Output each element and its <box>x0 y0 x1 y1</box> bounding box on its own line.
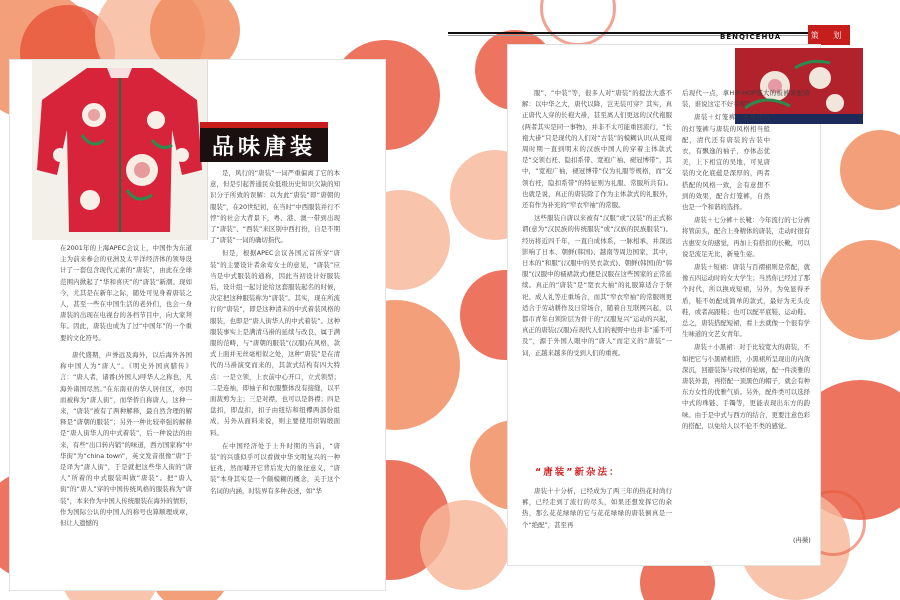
paragraph: 后现代一点，拿HIP-HOP那大的板裤来配唐装，谁说这定不好看呢？ <box>682 89 810 109</box>
right-column-2 <box>682 88 810 434</box>
left-column-2 <box>210 168 340 499</box>
paragraph: 在中国经济处于上升时期的当前，“唐装”的兴盛似乎可以看做中华文明复兴的一种征兆，然而噱开它背后发大的象征意义，“唐装”本身其实是一个颇模糊的概念，关于这个名词的内涵，时装界有多种表述，如“华 <box>210 441 340 495</box>
decor-circle <box>840 130 900 210</box>
paragraph: 这些服装自唐以来被有“汉服”或“汉装”的正式称谓(意为“汉民族的传统服装”或“汉族的民族服装”)。经历将近四千年，一直自成体系，一脉相承，并深远影响了日本、朝鲜(韩国)、越南等周边国家，其中，日本的“和服”(汉服中的吴衣款式)、朝鲜(韩国)的“韩服”(汉服中的襦裙款式)便是汉服在这些国家的正常延续。真正的“唐装”是“宽衣大袖”的礼服算适合于祭祀、成人礼等庄重场合，而其“窄衣窄袖”的常服则更适合于劳动耕作及日常场合，随着自互联网兴起，以都市青年白领阶层为骨干的“汉服复兴”运动的兴起，真正的唐装(汉服)在现代人们的视野中也并非“遥不可及”，源于外国人眼中的“唐人”而定义的“唐装”一词，正越来越多的受到人们的重视。 <box>522 214 672 357</box>
decor-ring <box>540 0 616 46</box>
paragraph: 唐装＋短裙：唐装与百褶裙则是常配，就像五四运动时的女大学生；当然你已经过了那个时代，所以换成短裙，另外，为免显得矛盾，鞋不妨配成简单的款式，最好为无头皮鞋，或者高跟鞋；也可以配平底鞋、运动鞋。总之，唐装搭配短裙，看上去就像一个很有学生味道的文艺女青年。 <box>682 263 810 339</box>
left-caption <box>60 243 192 346</box>
section-label: BENQICEHUA <box>720 33 782 41</box>
subheading: “唐装”新杂法： <box>535 467 621 478</box>
paragraph: 服”、“中装”等，很多人对“唐装”的提法大惑不解：以中华之大，唐代以降，岂无装可穿？其实，真正唐代人穿的长袍大褂，甚至离人们更远的汉代袍服(两者其实是同一事物)，并非不太可能重回流行，“长袍大褂”只是现代的人们对“古装”的模糊认识(从夏商周时期一直到明末的汉族中国人的穿着主体款式是“交领右衽、隐扣系带、宽袍广袖、褪冠博带”，其中，“宽袍广袖，褪冠博带”仅为礼服等规格，而“交领右衽，隐扣系带”的特征则为礼服、常服所共有)。也就是说，真正的唐装除了作为主体款式的礼服外，还有作为补充的“窄衣窄袖”的常服。 <box>522 89 672 210</box>
tang-jacket-photo <box>32 60 208 240</box>
decor-circle <box>820 240 900 340</box>
paragraph: 唐代盛期，声誉远及海外，以后海外各国称中国人为“唐人”。《明史外国真腊传》言：“唐人者，诸番(外国人)呼华人之称也，凡海外诸国尽然。”在东南亚的华人居住区，亦因而被称为“唐人街”，而华侨自称唐人，这种一来，“唐装”被有了两种解释，最自然含理的解释是“唐朝的服装”；另外一种比较牵强的解释是“唐人街华人的中式着装”，后一种说法的由来，有些“出口转内销”的味道，西方国家称“中华街”为“china town”，英文发音很像“唐”于是译为“唐人街”，于是就把这些华人街的“唐人”所着的中式服装叫做“唐装”。把“唐人街”的“唐人”穿的中国传统风格的服装称为“唐装”，本来作为中国人传统服装在海外的情形，作为国际公认的中国人的称号也算顺理成章，但让人遗憾的 <box>60 351 192 528</box>
caption-text: 在2001年的上海APEC会议上，中国作为东道主为前来参会的亚洲及太平洋经济体的领导设计了一套包含现代元素的“唐装”，由此在全球范围内掀起了“华和喜庆”的“唐装”新潮。现如今，尤其是在新年之际，随处可见身着唐装之人，甚至一些在中国生活的老外们，也会一身唐装的出现在电视台的各档节目中，向大家拜年。因此，唐装也成为了过“中国年”的一个重要的文化符号。 <box>60 244 192 342</box>
section-tag: 策 划 <box>808 25 850 45</box>
paragraph: 唐装＋七分裤＋长靴：今年流行的七分裤将管前头，配合上身精体的唐装，走动时很有古惠安女的感觉，再加上有搭扣的长靴，可以说是流足无比，新曼生姿。 <box>682 216 810 258</box>
decor-circle <box>420 500 510 590</box>
red-jacket-illustration <box>32 60 207 240</box>
page-title: 品味唐装 <box>200 128 328 162</box>
left-column-1 <box>60 350 192 531</box>
paragraph: 唐装＋小黑裙：对于比较宽大的唐装，不如把它与小黑裙相搭，小黑裙所呈现出的内敛深沉，回避装饰与纹样的轮廓，配一件淡雅的唐装外套，再搭配一顶黑色的帽子，就会有种东方女性的优雅气质。另外，配件类可以选择中式的珠链、手镯等，更能表现出东方的韵味。由于是中式与西方的结合，更要注意色彩的搭配，以免给人以不伦不类的感觉。 <box>682 343 810 430</box>
paragraph: 唐装＋灯笼裤：去年经行的灯笼裤与唐装的风格相当般配，清代还有唐装的古装中衣，有飘逸的袖子，亦体态优美，上下相宜的吴地，可见唐装的文化底蕴是深厚的，两者搭配的风格一致，会有意想不到的效果，配合灯笼裤，自然也是一个和谐的选择。 <box>682 113 770 212</box>
author-credit: (冉薇) <box>793 536 811 544</box>
paragraph: 但是，根据APEC会议各国元首所穿“唐装”的主要设计者余莺女士的意见，“唐装”应当是中式服装的通称，因此当初设计好服装后，设计组一起讨论给这套服装起名的时候，决定把这种服装称为“唐装”。其实，现在所流行的“唐装”，即是这种清末的中式着装风格的服装，也即是“唐人街华人的中式着装”。这种服装事实上是满清马褂的延续与改良，属于满服的范畴，与“唐朝的服装”(汉服)在风格，款式上面并无丝毫相似之处，这种“唐装”是在清代的马褂演变而来的，其款式结构有四大特点：一是立领，上衣前中心开口，立式领型；二是连袖，即袖子和衣服整体没有接缝，以平面裁剪为主；三是对襟，也可以是斜襟；四是盘扣，即盘扣，扣子由纽结和纽襻两部份组成，另外从面料来说，则主要使用织锦缎面料。 <box>210 249 340 437</box>
right-column-1-tail <box>522 486 672 533</box>
paragraph: 唐装十十分析，已经成为了两三年的热花时尚行裤，已经走到了流行的尽头，如果还想发挥它的余热，那么花花绿绿的它与花花绿绿的唐装倒真是一个“绝配”，甚至再 <box>522 487 672 529</box>
paragraph: 是，风行的“唐装”一词严重偏离了它的本意，但是引起普通民众低级历史知识欠缺的知识分子所致的误解：以为此“唐装”即“唐朝的服装”，在20世纪初，在当时“中西服装并行不悖”的社会大背景下，粤、港、澳一带到出现了“唐装”、“西装”来区别中西打扮，自是不期了“唐装”一词的确切指代。 <box>210 169 340 245</box>
right-column-1 <box>522 88 672 361</box>
